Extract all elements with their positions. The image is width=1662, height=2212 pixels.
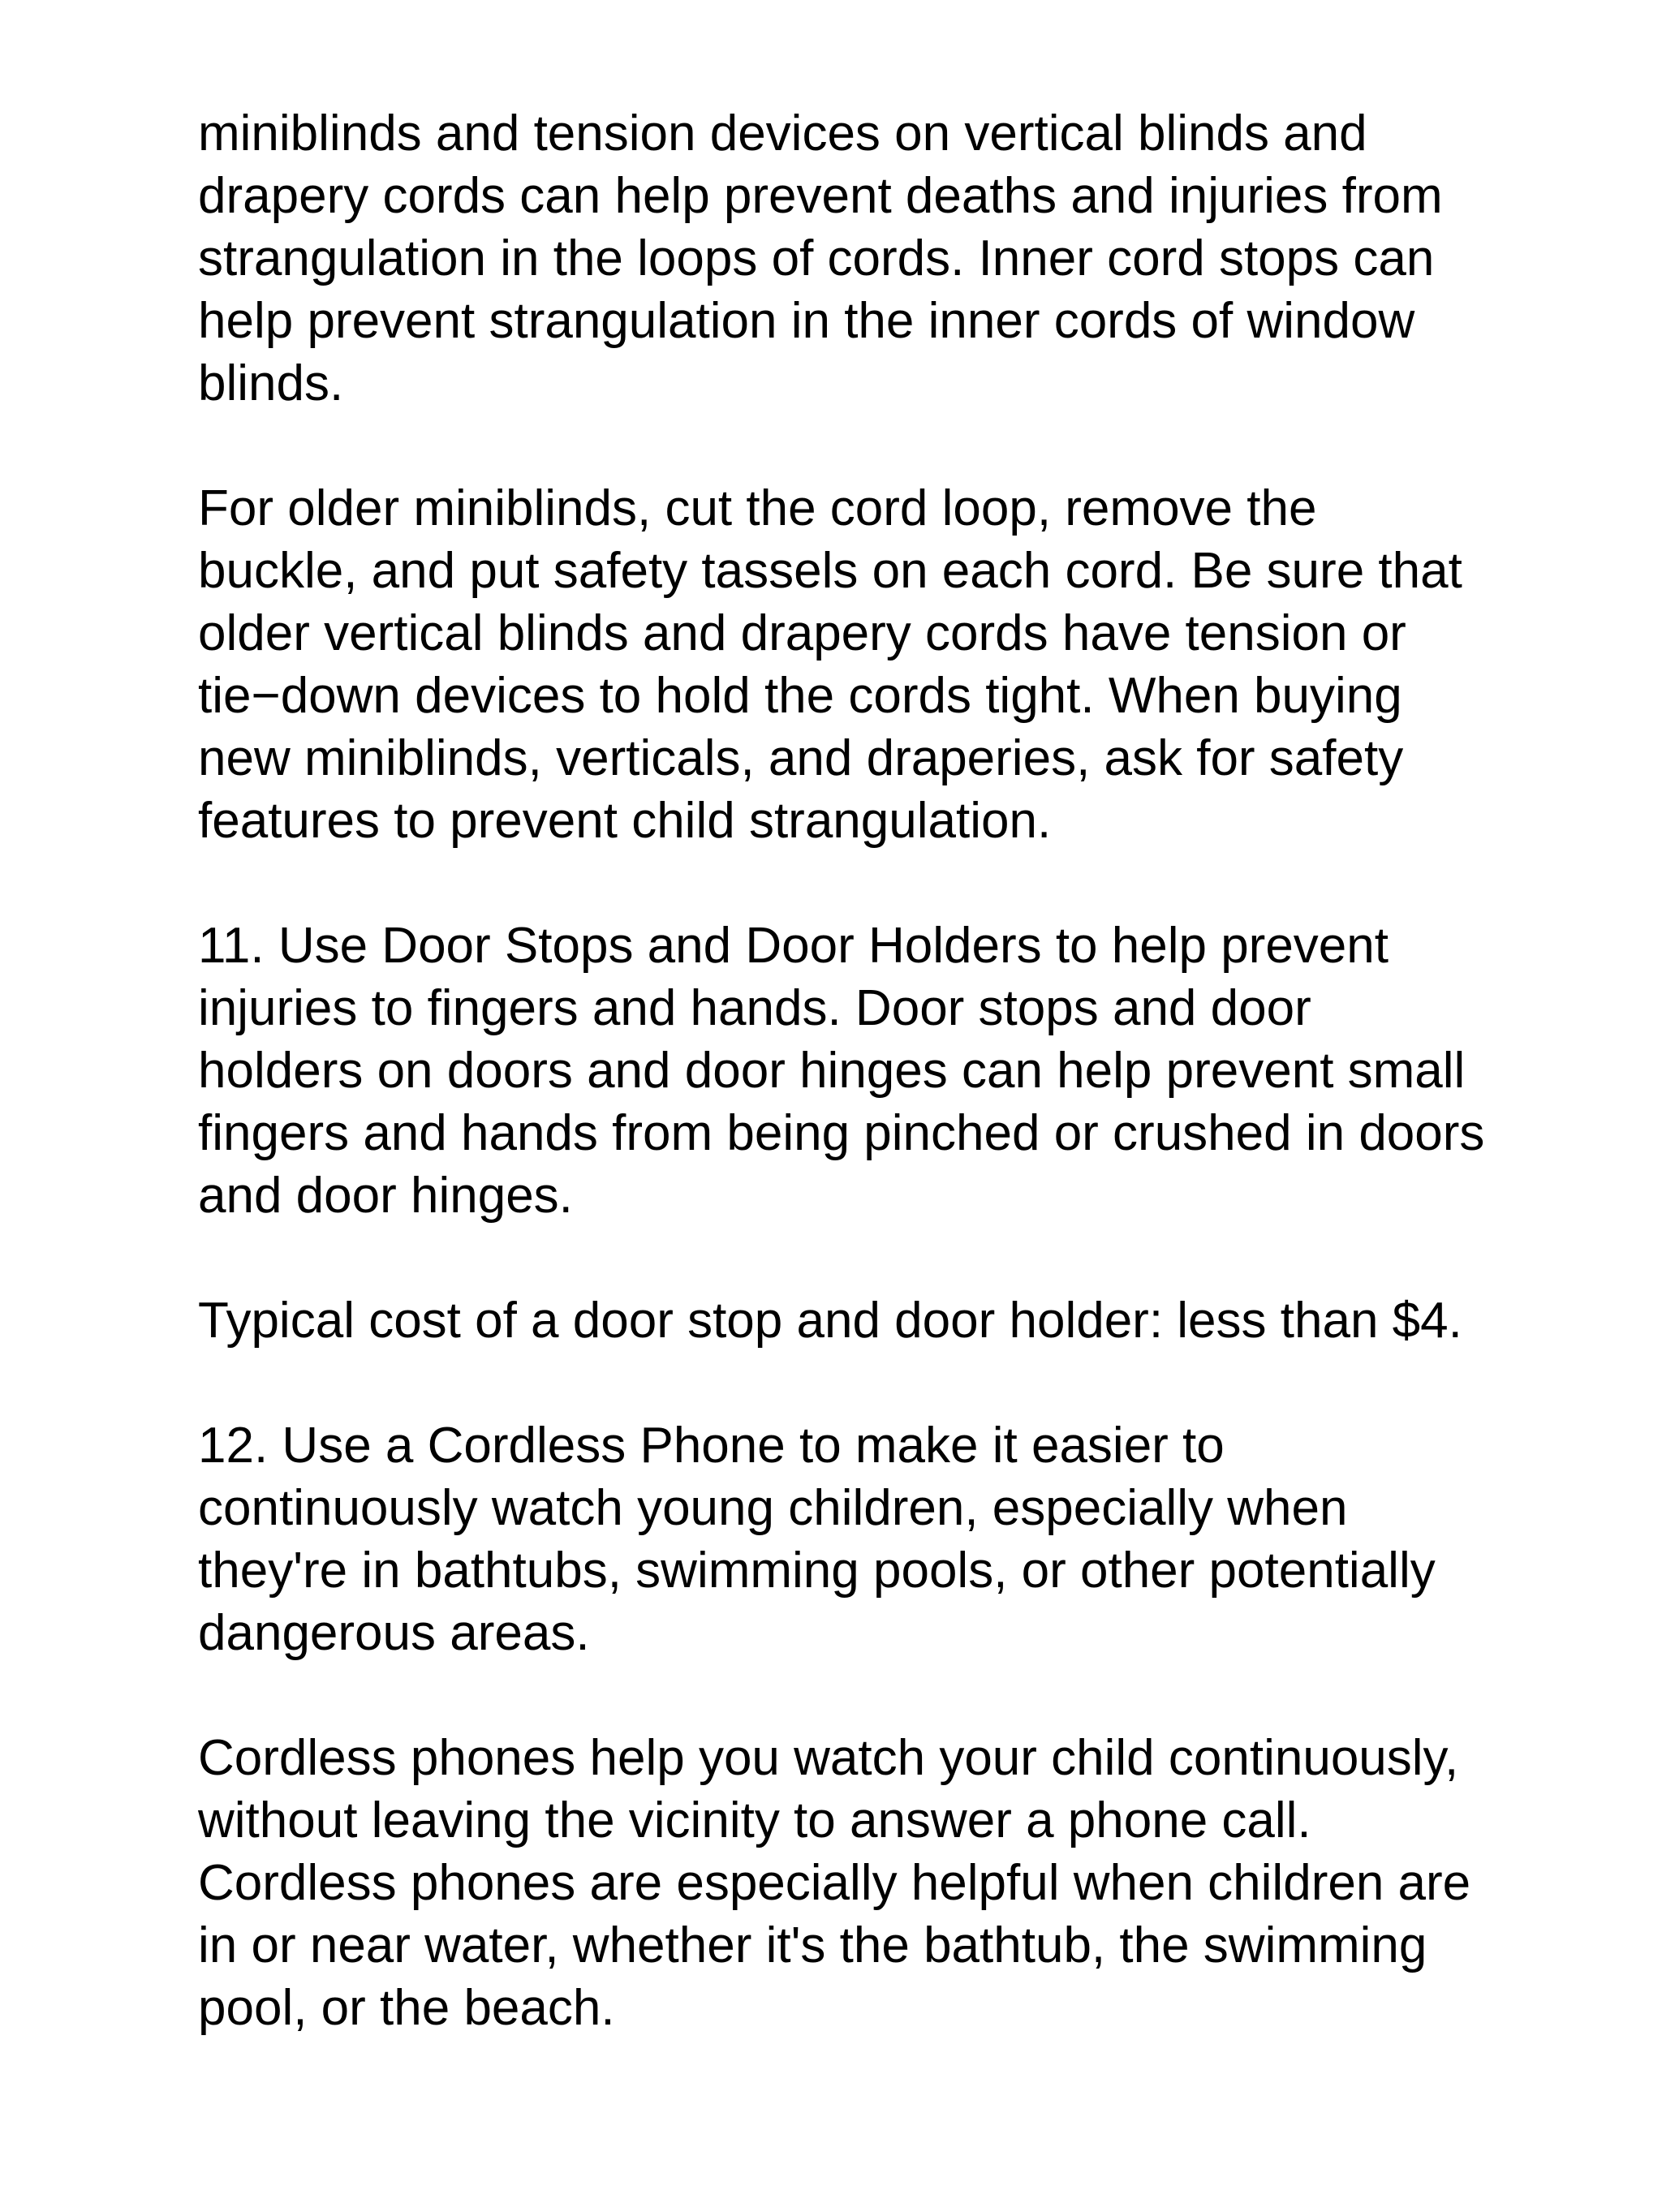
text-line: strangulation in the loops of cords. Inner cord stops can bbox=[198, 230, 1435, 286]
text-line: features to prevent child strangulation. bbox=[198, 793, 1052, 849]
paragraph-cordless-phone-benefits bbox=[198, 1727, 1545, 2039]
text-line: Cordless phones help you watch your child continuously, bbox=[198, 1730, 1459, 1786]
text-line: new miniblinds, verticals, and draperies, ask for safety bbox=[198, 730, 1404, 786]
text-line: 12. Use a Cordless Phone to make it easier to bbox=[198, 1418, 1225, 1474]
paragraph-cord-safety-devices bbox=[198, 102, 1545, 415]
text-line: Cordless phones are especially helpful when children are bbox=[198, 1855, 1471, 1911]
text-line: help prevent strangulation in the inner cords of window bbox=[198, 293, 1415, 349]
text-line: they're in bathtubs, swimming pools, or other potentially bbox=[198, 1543, 1436, 1599]
text-line: Typical cost of a door stop and door holder: less than $4. bbox=[198, 1293, 1462, 1349]
text-line: injuries to fingers and hands. Door stops and door bbox=[198, 980, 1311, 1036]
text-line: blinds. bbox=[198, 355, 344, 411]
text-line: continuously watch young children, especially when bbox=[198, 1480, 1348, 1536]
text-line: buckle, and put safety tassels on each cord. Be sure that bbox=[198, 543, 1462, 599]
text-line: pool, or the beach. bbox=[198, 1980, 615, 2036]
text-line: 11. Use Door Stops and Door Holders to help prevent bbox=[198, 918, 1389, 974]
text-line: without leaving the vicinity to answer a phone call. bbox=[198, 1792, 1311, 1848]
text-line: dangerous areas. bbox=[198, 1605, 590, 1661]
text-line: older vertical blinds and drapery cords have tension or bbox=[198, 605, 1406, 661]
text-line: fingers and hands from being pinched or crushed in doors bbox=[198, 1105, 1485, 1161]
text-line: holders on doors and door hinges can help prevent small bbox=[198, 1043, 1466, 1099]
paragraph-older-miniblinds bbox=[198, 477, 1545, 852]
document-body bbox=[198, 102, 1545, 2039]
text-line: in or near water, whether it's the bathtub, the swimming bbox=[198, 1917, 1427, 1973]
text-line: miniblinds and tension devices on vertical blinds and bbox=[198, 105, 1367, 161]
text-line: tie−down devices to hold the cords tight. When buying bbox=[198, 668, 1402, 724]
paragraph-cordless-phone bbox=[198, 1414, 1545, 1664]
text-line: and door hinges. bbox=[198, 1168, 573, 1224]
text-line: drapery cords can help prevent deaths and injuries from bbox=[198, 168, 1443, 224]
text-line: For older miniblinds, cut the cord loop, remove the bbox=[198, 480, 1317, 536]
paragraph-door-stops bbox=[198, 914, 1545, 1227]
paragraph-door-stop-cost bbox=[198, 1289, 1545, 1352]
